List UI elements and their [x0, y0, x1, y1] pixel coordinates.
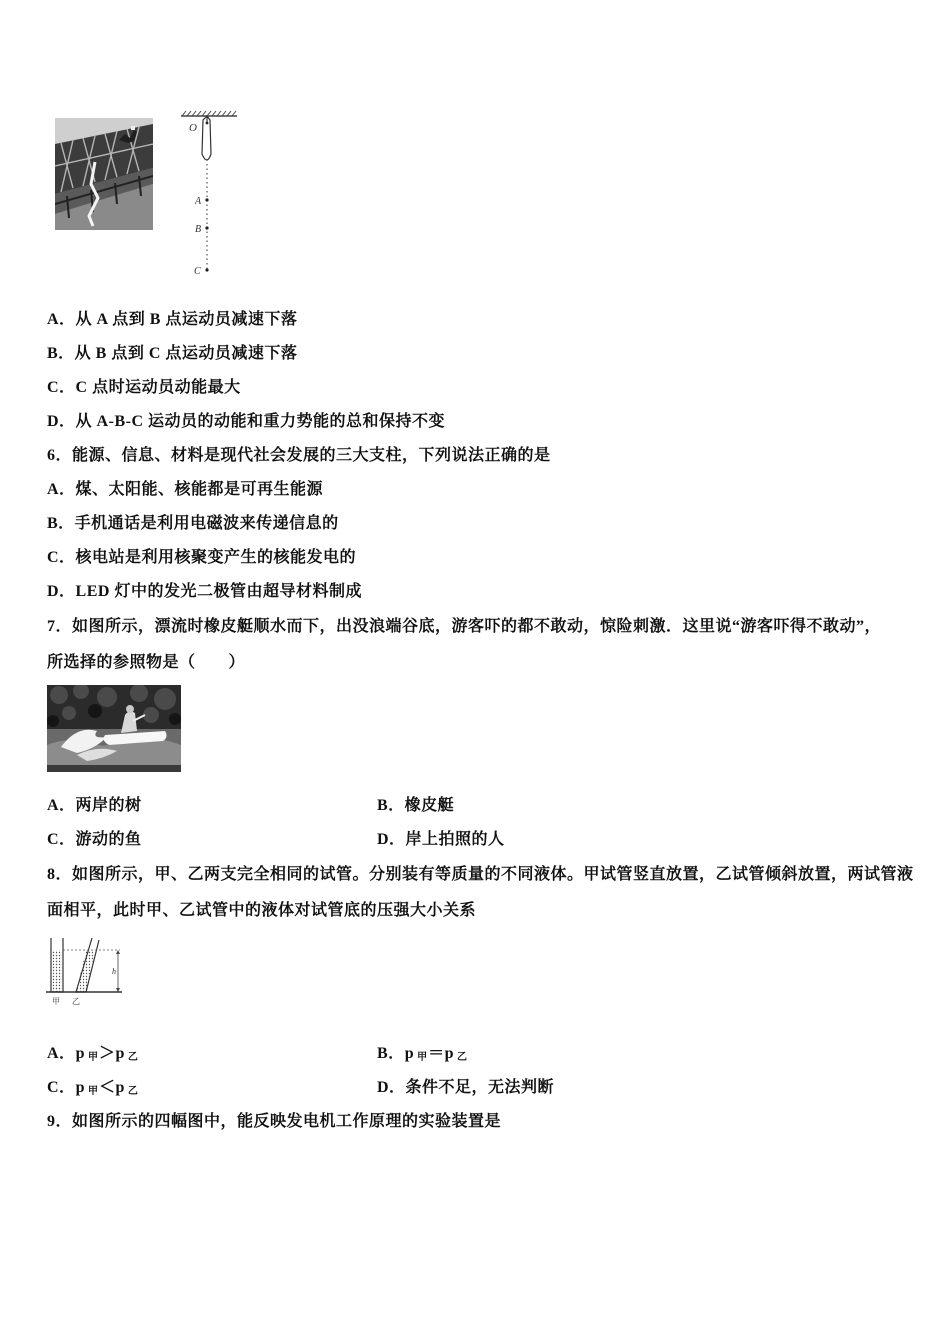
label-yi: 乙: [72, 997, 80, 1006]
q7-option-d: D．岸上拍照的人: [377, 831, 505, 848]
q5-option-b: B．从 B 点到 C 点运动员减速下落: [47, 345, 298, 362]
q7-option-b: B．橡皮艇: [377, 797, 455, 814]
q6-option-c: C．核电站是利用核聚变产生的核能发电的: [47, 549, 357, 566]
label-b: B: [195, 224, 202, 235]
subscript: 乙: [457, 1052, 468, 1063]
q6-option-d: D．LED 灯中的发光二极管由超导材料制成: [47, 583, 362, 600]
relation-operator: ＜: [98, 1079, 116, 1096]
label-a: A: [195, 196, 202, 207]
pressure-symbol: p: [444, 1045, 455, 1062]
q6-option-b: B．手机通话是利用电磁波来传递信息的: [47, 515, 339, 532]
q7-option-a: A．两岸的树: [47, 797, 142, 814]
q8-stem-line2: 面相平，此时甲、乙试管中的液体对试管底的压强大小关系: [47, 902, 477, 919]
test-tube-diagram: [46, 936, 124, 1006]
q8-option-c: [47, 1078, 139, 1098]
label-h: h: [112, 967, 116, 976]
pressure-symbol: p: [115, 1045, 125, 1062]
q6-stem: 6．能源、信息、材料是现代社会发展的三大支柱，下列说法正确的是: [47, 447, 551, 464]
q5-option-d: D．从 A-B-C 运动员的动能和重力势能的总和保持不变: [47, 413, 445, 430]
subscript: 甲: [87, 1086, 98, 1097]
subscript: 甲: [87, 1052, 98, 1063]
q8-stem-line1: 8．如图所示，甲、乙两支完全相同的试管。分别装有等质量的不同液体。甲试管竖直放置，乙试管倾斜放置，两试管液: [47, 866, 914, 883]
label-o: O: [189, 122, 197, 134]
q8-option-b: [377, 1044, 468, 1064]
label-jia: 甲: [52, 997, 60, 1006]
pressure-symbol: p: [75, 1045, 85, 1062]
pressure-symbol: p: [75, 1079, 85, 1096]
option-letter: B．: [377, 1045, 405, 1062]
q7-stem-line1: 7．如图所示，漂流时橡皮艇顺水而下，出没浪端谷底，游客吓的都不敢动，惊险刺激．这里说“游客吓得不敢动”，: [47, 618, 882, 635]
option-letter: C．: [47, 1079, 76, 1096]
pressure-symbol: p: [115, 1079, 125, 1096]
q8-option-a: [47, 1044, 139, 1064]
pendulum-diagram: [178, 110, 240, 282]
rafting-photo: [47, 685, 181, 772]
q9-stem: 9．如图所示的四幅图中，能反映发电机工作原理的实验装置是: [47, 1113, 502, 1130]
q7-stem-line2: 所选择的参照物是（ ）: [47, 654, 246, 671]
subscript: 甲: [417, 1052, 428, 1063]
label-c: C: [194, 266, 201, 277]
relation-operator: ＝: [428, 1045, 445, 1062]
q8-option-d: D．条件不足，无法判断: [377, 1079, 555, 1096]
q5-option-a: A．从 A 点到 B 点运动员减速下落: [47, 311, 298, 328]
subscript: 乙: [127, 1052, 138, 1063]
bungee-photo: [55, 118, 153, 230]
pressure-symbol: p: [404, 1045, 415, 1062]
q7-option-c: C．游动的鱼: [47, 831, 142, 848]
subscript: 乙: [127, 1086, 138, 1097]
q6-option-a: A．煤、太阳能、核能都是可再生能源: [47, 481, 324, 498]
q5-option-c: C．C 点时运动员动能最大: [47, 379, 241, 396]
relation-operator: ＞: [98, 1045, 116, 1062]
option-letter: A．: [47, 1045, 76, 1062]
